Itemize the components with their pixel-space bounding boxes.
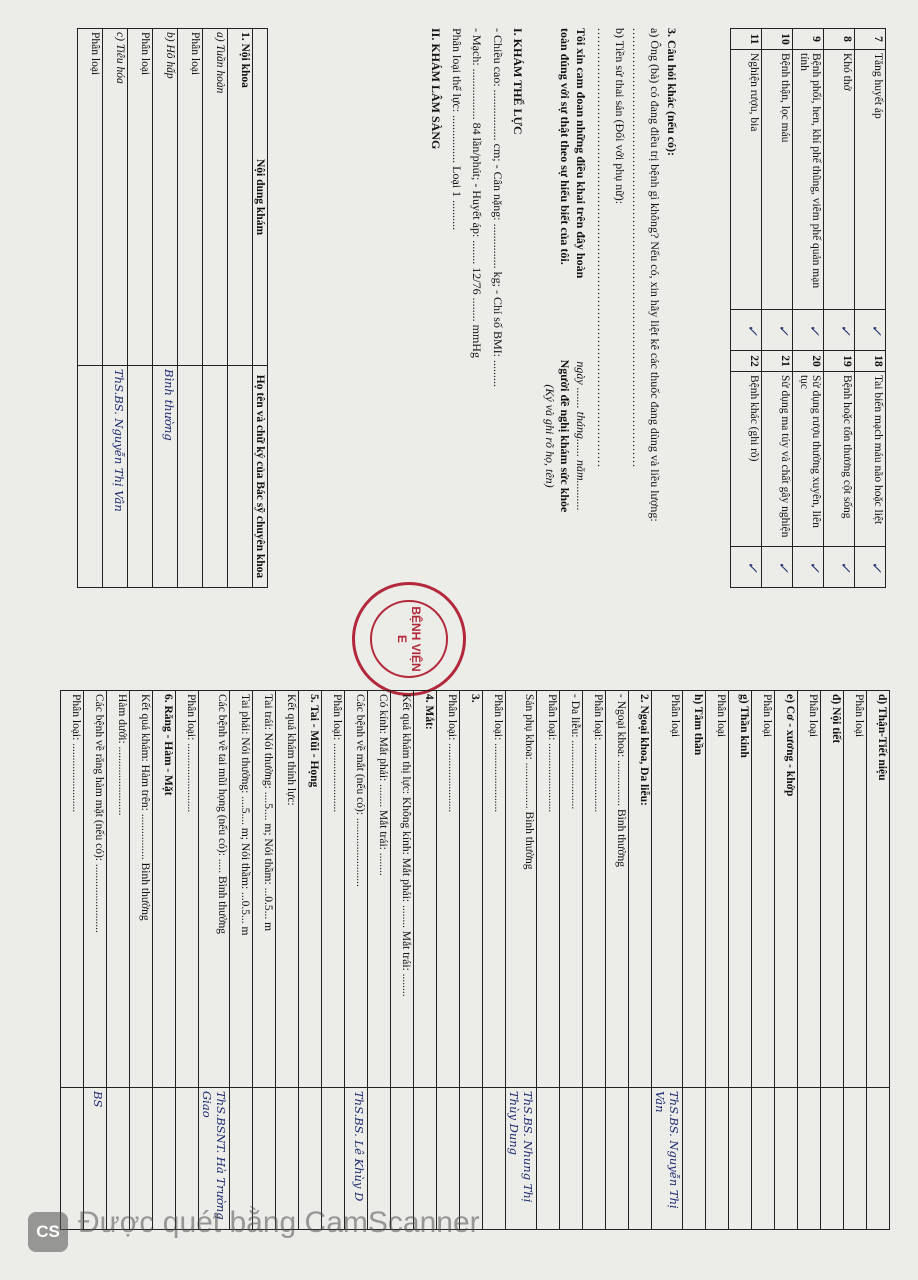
exam-row-label: Kết quả khám: Hàm trên: ................ Bình thường (130, 691, 153, 1088)
exam-row-doctor (775, 1088, 798, 1230)
exam-row-doctor: ThS.BS. Lê Khùy D (345, 1088, 368, 1230)
disease-label-left: Tăng huyết áp (855, 50, 886, 310)
clinical-row-label: Phân loại (178, 29, 203, 366)
exam-row (345, 691, 368, 1230)
exam-row (798, 691, 821, 1230)
disease-label-left: Khó thở (824, 50, 855, 310)
exam-row-label: d) Thận-Tiết niệu (867, 691, 890, 1088)
disease-number-right: 18 (855, 350, 886, 371)
disease-number-left: 8 (824, 29, 855, 50)
exam-row-label: h) Tâm thần (683, 691, 706, 1088)
history-row (855, 29, 886, 588)
exam-row-doctor: ThS.BSNT. Hà Trường Giao (199, 1088, 230, 1230)
exam-row (276, 691, 299, 1230)
exam-row (199, 691, 230, 1230)
exam-row-label: 3. (460, 691, 483, 1088)
exam-row-label: Kết quả khám thị lực: Không kính: Mắt phải: ........ Mắt trái: ........ (391, 691, 414, 1088)
clinical-row-doctor (203, 366, 228, 588)
clinical-row-doctor (78, 366, 103, 588)
exam-row-label: Hàm dưới: ........................ (107, 691, 130, 1088)
exam-row (560, 691, 583, 1230)
disease-check-left: ✓ (793, 309, 824, 350)
exam-row (606, 691, 629, 1230)
exam-row-label: e) Cơ - xương - khớp (775, 691, 798, 1088)
clinical-title: II. KHÁM LÂM SÀNG (429, 28, 444, 150)
history-row (762, 29, 793, 588)
exam-row-label: Phân loại: ........................ (537, 691, 560, 1088)
history-row (731, 29, 762, 588)
clinical-row (153, 29, 178, 588)
exam-row-label: đ) Nội tiết (821, 691, 844, 1088)
disease-label-right: Tai biến mạch máu não hoặc liệt (855, 371, 886, 546)
exam-continuation-table (60, 690, 890, 1230)
disease-label-right: Sử dụng ma túy và chất gây nghiện (762, 371, 793, 546)
exam-row (414, 691, 437, 1230)
stamp-text: BỆNH VIỆN (409, 606, 423, 672)
form-page-top (18, 0, 918, 610)
exam-row (230, 691, 253, 1230)
exam-row (821, 691, 844, 1230)
exam-row-label: Tai phải: Nói thường: ....5.... m; Nói thầm: ...0.5... m (230, 691, 253, 1088)
clinical-row-label: a) Tuần hoàn (203, 29, 228, 366)
exam-row-label: Phân loại (652, 691, 683, 1088)
exam-row (683, 691, 706, 1230)
physical-line-1: - Chiều cao: ................. cm; - Cân nặng: ............... kg; - Chỉ số BMI: ......... (490, 28, 505, 387)
clinical-row (78, 29, 103, 588)
commitment-text: Tôi xin cam đoan những điều khai trên đây hoàn toàn đúng với sự thật theo sự hiểu biết của tôi. (558, 28, 588, 279)
exam-row-doctor: BS (84, 1088, 107, 1230)
commitment-sign-block (541, 301, 588, 571)
exam-row-doctor (629, 1088, 652, 1230)
exam-row-doctor (483, 1088, 506, 1230)
exam-row (583, 691, 606, 1230)
disease-check-left: ✓ (731, 309, 762, 350)
clinical-row-doctor (128, 366, 153, 588)
exam-row-label: g) Thần kinh (729, 691, 752, 1088)
disease-label-right: Bệnh hoặc tổn thương cột sống (824, 371, 855, 546)
history-row (793, 29, 824, 588)
exam-row-doctor (821, 1088, 844, 1230)
exam-row-doctor (844, 1088, 867, 1230)
disease-check-right: ✓ (824, 547, 855, 588)
clinical-row (203, 29, 228, 588)
physical-title: I. KHÁM THỂ LỰC (511, 28, 525, 135)
exam-row-label: Phân loại: ........................ (437, 691, 460, 1088)
disease-label-left: Nghiện rượu, bia (731, 50, 762, 310)
clinical-row-label: c) Tiêu hóa (103, 29, 128, 366)
exam-row (130, 691, 153, 1230)
exam-row-label: Phân loại: ........................ (583, 691, 606, 1088)
hospital-stamp (352, 582, 466, 696)
disease-check-right: ✓ (731, 547, 762, 588)
clinical-row (178, 29, 203, 588)
exam-row (176, 691, 199, 1230)
exam-row (483, 691, 506, 1230)
exam-row-label: Các bệnh về răng hàm mặt (nếu có): ........................ (84, 691, 107, 1088)
exam-row (368, 691, 391, 1230)
medical-history-table (730, 28, 886, 588)
disease-number-right: 22 (731, 350, 762, 371)
disease-check-right: ✓ (762, 547, 793, 588)
exam-row-label: Phân loại: ........................ (61, 691, 84, 1088)
exam-row-label: Phân loại: ........................ (322, 691, 345, 1088)
disease-number-right: 21 (762, 350, 793, 371)
exam-row (153, 691, 176, 1230)
exam-row (253, 691, 276, 1230)
exam-row-label: 2. Ngoại khoa, Da liễu: (629, 691, 652, 1088)
exam-row (537, 691, 560, 1230)
clinical-row-label: 1. Nội khoa (228, 29, 253, 366)
exam-row (460, 691, 483, 1230)
physical-exam (426, 28, 528, 588)
exam-row-label: Phân loại (844, 691, 867, 1088)
clinical-row-doctor (178, 366, 203, 588)
exam-row-label: - Da liễu: ........................ (560, 691, 583, 1088)
exam-row-label: Sản phụ khoa: ................ Bình thường (506, 691, 537, 1088)
exam-row-label: Phân loại: ........................ (176, 691, 199, 1088)
disease-check-left: ✓ (824, 309, 855, 350)
exam-row (437, 691, 460, 1230)
exam-row-doctor (867, 1088, 890, 1230)
disease-number-left: 10 (762, 29, 793, 50)
exam-row-label: 6. Răng - Hàm - Mặt (153, 691, 176, 1088)
disease-label-left: Bệnh thận, lọc máu (762, 50, 793, 310)
q3-title: 3. Câu hỏi khác (nếu có): (665, 28, 679, 157)
exam-row-label: Tai trái: Nói thường: ....5.... m; Nói thầm: ...0.5... m (253, 691, 276, 1088)
exam-row-label: Kết quả khám thính lực: (276, 691, 299, 1088)
exam-row-doctor (706, 1088, 729, 1230)
exam-row (391, 691, 414, 1230)
disease-number-left: 7 (855, 29, 886, 50)
clinical-col-doctor: Họ tên và chữ ký của Bác sỹ chuyên khoa (253, 366, 268, 588)
exam-row (706, 691, 729, 1230)
exam-row-doctor (729, 1088, 752, 1230)
exam-row-doctor (583, 1088, 606, 1230)
exam-row-label: Phân loại (752, 691, 775, 1088)
commitment-signer-note: (Ký và ghi rõ họ, tên) (542, 384, 557, 488)
clinical-row (228, 29, 253, 588)
exam-row-doctor (560, 1088, 583, 1230)
hospital-stamp-inner (370, 600, 448, 678)
stamp-letter: E (395, 634, 409, 643)
exam-row (775, 691, 798, 1230)
clinical-row-doctor: Bình thường (153, 366, 178, 588)
disease-check-left: ✓ (762, 309, 793, 350)
exam-row (867, 691, 890, 1230)
exam-row-label: - Ngoại khoa: ................ Bình thường (606, 691, 629, 1088)
clinical-row-doctor (228, 366, 253, 588)
exam-row-doctor (798, 1088, 821, 1230)
camscanner-watermark: Được quét bằng CamScanner (78, 1206, 480, 1239)
q3-b: b) Tiền sử thai sản (Đối với phụ nữ): (612, 28, 627, 205)
history-row (824, 29, 855, 588)
clinical-exam-table (77, 28, 268, 588)
clinical-row-doctor: ThS.BS. Nguyễn Thị Vân (103, 366, 128, 588)
clinical-row-label: Phân loại (78, 29, 103, 366)
exam-row-doctor: ThS.BS. Nguyễn Thị Vân (652, 1088, 683, 1230)
exam-row-label: 4. Mắt: (414, 691, 437, 1088)
disease-number-right: 20 (793, 350, 824, 371)
physical-line-3: Phân loại thể lực: ................ Loại 1 .......... (449, 28, 464, 231)
clinical-row (103, 29, 128, 588)
other-questions (593, 28, 680, 588)
clinical-row-label: Phân loại (128, 29, 153, 366)
commitment (541, 28, 588, 588)
disease-check-right: ✓ (855, 547, 886, 588)
commitment-signer: Người đề nghị khám sức khỏe (558, 359, 573, 513)
form-page-bottom (60, 690, 890, 1230)
disease-label-right: Bệnh khác (ghi rõ) (731, 371, 762, 546)
exam-row-label: Phân loại (798, 691, 821, 1088)
exam-row (322, 691, 345, 1230)
exam-row (729, 691, 752, 1230)
q3-a-dots: .............................................................................................................. (630, 28, 645, 468)
disease-check-right: ✓ (793, 547, 824, 588)
exam-row (299, 691, 322, 1230)
disease-check-left: ✓ (855, 309, 886, 350)
physical-line-2: - Mạch: ................. 84 lần/phút; - Huyết áp: ........ 12/76 ........ mmHg (470, 28, 485, 358)
commitment-date: ngày ....... tháng...... năm.......... (574, 361, 588, 511)
exam-row-doctor (752, 1088, 775, 1230)
q3-a: a) Ông (bà) có đang điều trị bệnh gì không? Nếu có, xin hãy liệt kê các thuốc đang dùng và liều lượng: (647, 28, 662, 522)
exam-row-label: Phân loại: ........................ (483, 691, 506, 1088)
exam-row (61, 691, 84, 1230)
exam-row-label: 5. Tai - Mũi - Họng (299, 691, 322, 1088)
disease-number-right: 19 (824, 350, 855, 371)
clinical-row-label: b) Hô hấp (153, 29, 178, 366)
exam-row-label: Phân loại (706, 691, 729, 1088)
exam-row (84, 691, 107, 1230)
exam-row-label: Các bệnh về mắt (nếu có): ........................ (345, 691, 368, 1088)
exam-row (107, 691, 130, 1230)
exam-row-doctor (537, 1088, 560, 1230)
q3-b-dots: .............................................................................................................. (595, 28, 610, 468)
exam-row-doctor: ThS.BS. Nhung Thị Thùy Dung (506, 1088, 537, 1230)
clinical-row (128, 29, 153, 588)
exam-row (506, 691, 537, 1230)
disease-number-left: 11 (731, 29, 762, 50)
exam-row-doctor (606, 1088, 629, 1230)
exam-row-doctor (683, 1088, 706, 1230)
disease-label-right: Sử dụng rượu thường xuyên, liên tục (793, 371, 824, 546)
exam-row (752, 691, 775, 1230)
exam-row (844, 691, 867, 1230)
exam-row (629, 691, 652, 1230)
exam-row (652, 691, 683, 1230)
clinical-col-content: Nội dung khám (253, 29, 268, 366)
disease-label-left: Bệnh phổi, hen, khí phế thũng, viêm phế quản mạn tính (793, 50, 824, 310)
disease-number-left: 9 (793, 29, 824, 50)
exam-row-label: Có kính: Mắt phải: ........ Mắt trái: ........ (368, 691, 391, 1088)
camscanner-logo-icon: CS (28, 1212, 68, 1252)
exam-row-label: Các bệnh về tai mũi họng (nếu có): ..... Bình thường (199, 691, 230, 1088)
